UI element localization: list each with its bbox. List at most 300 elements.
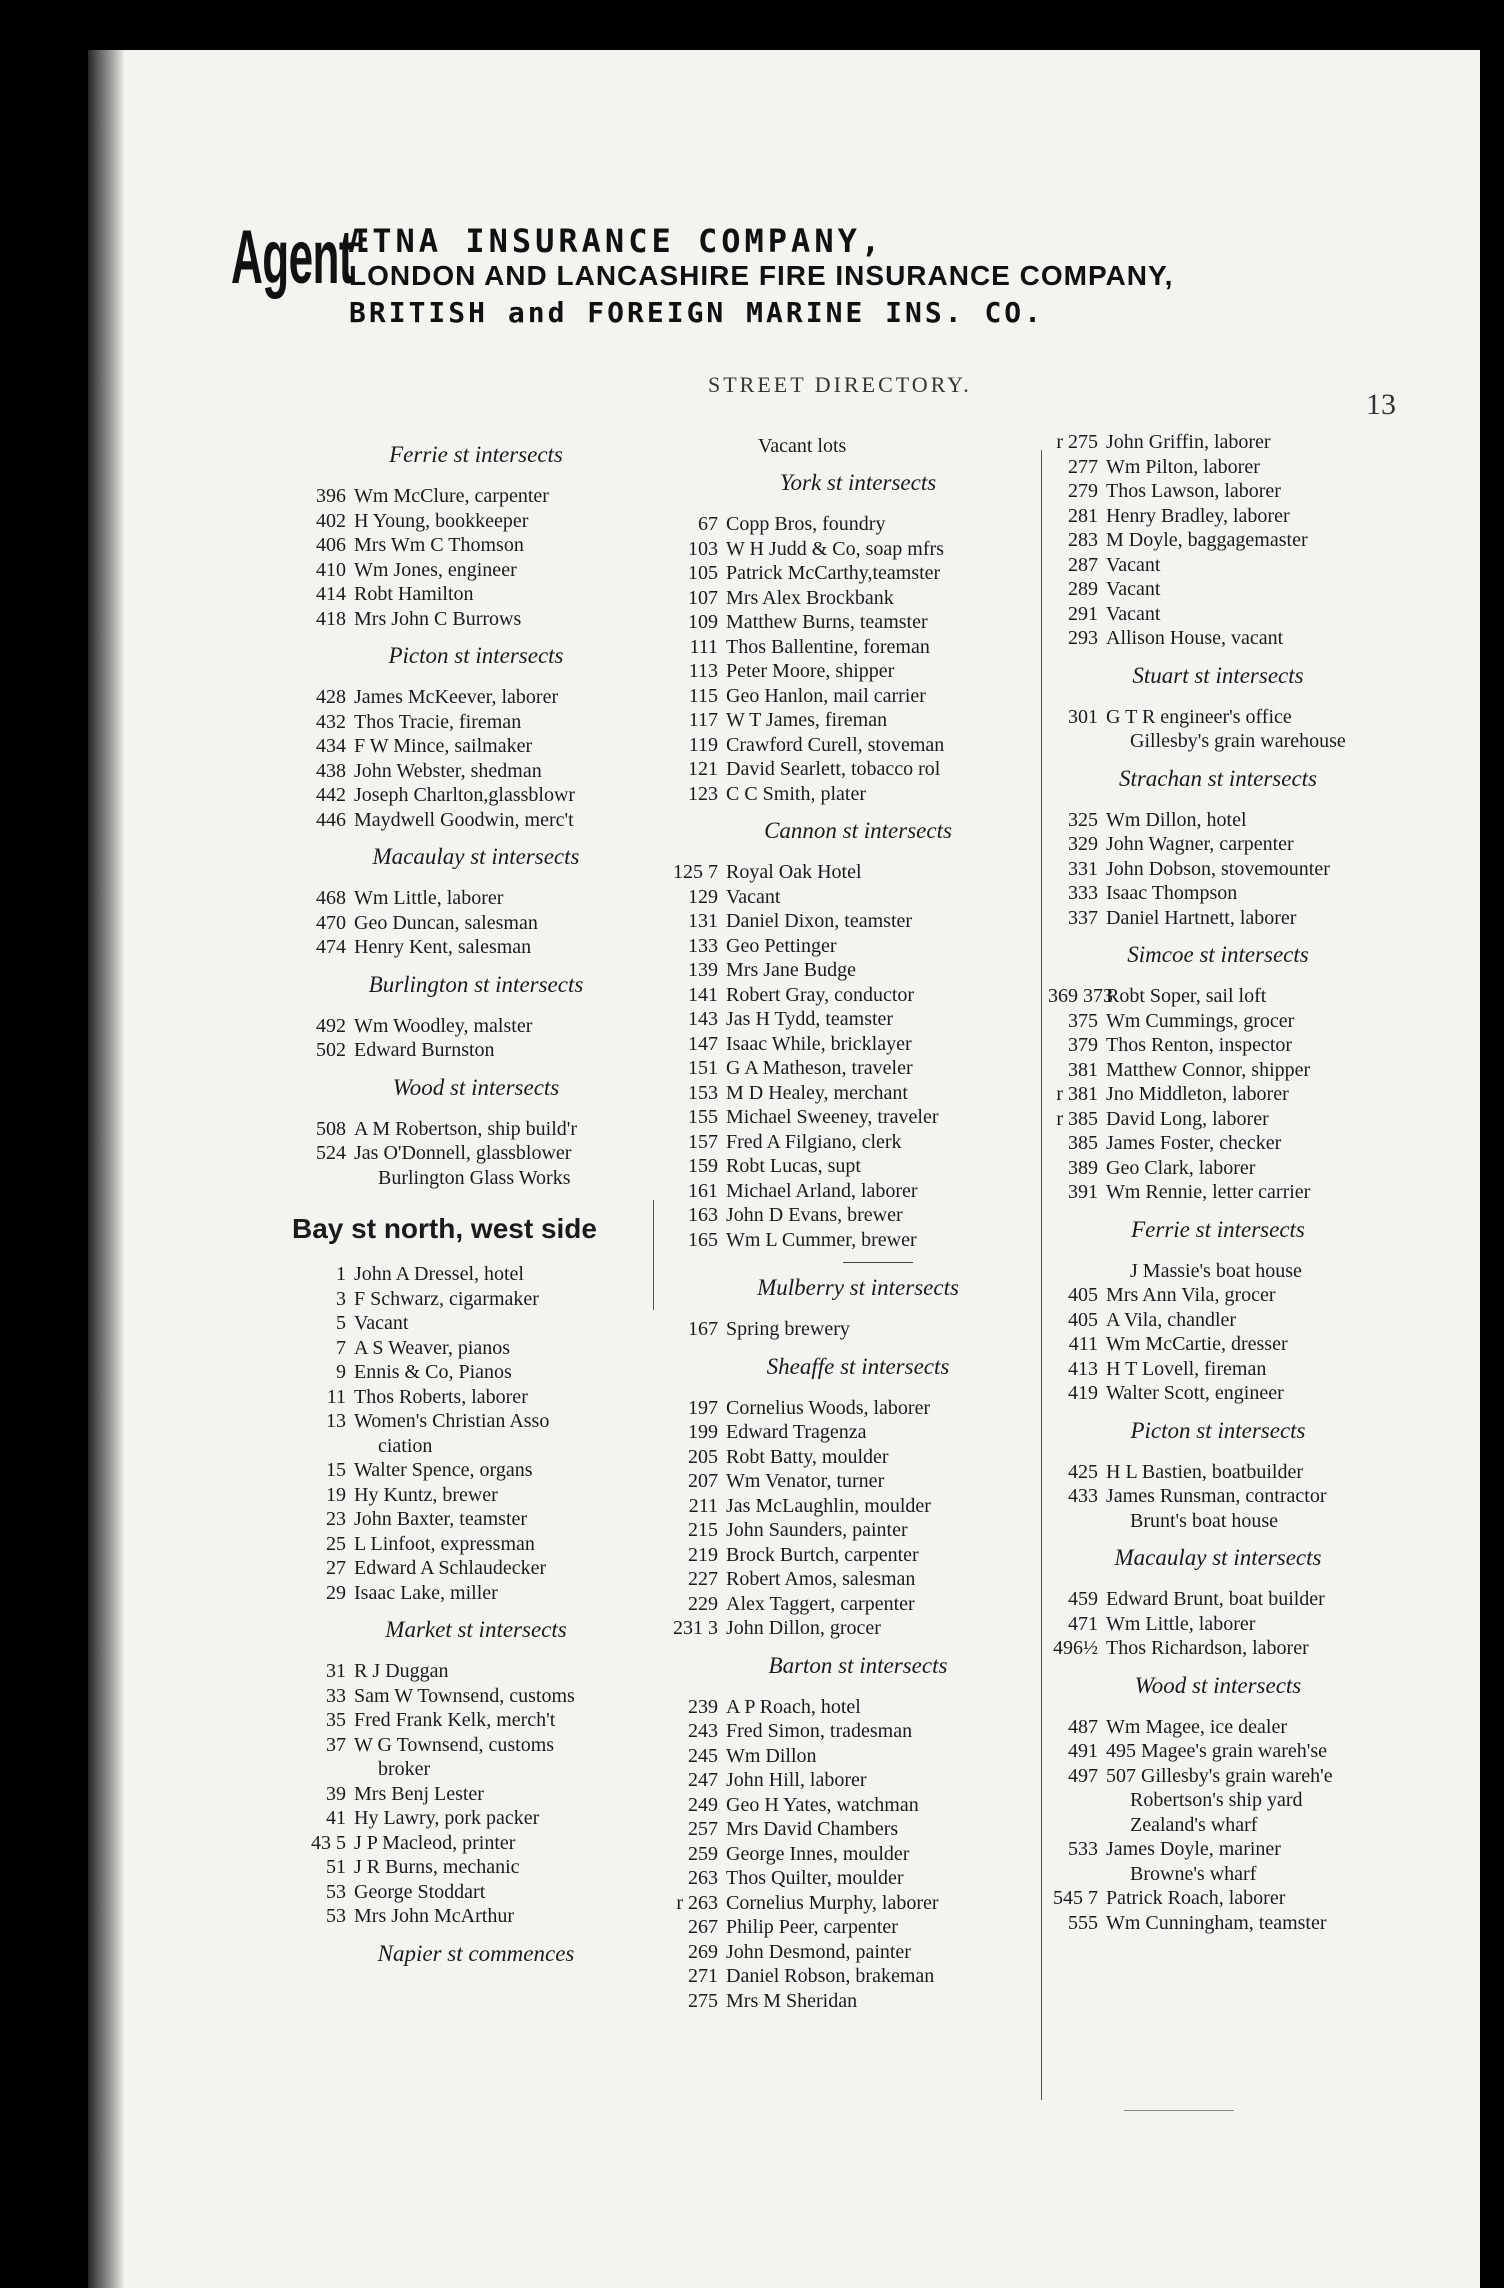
directory-entry [1048, 1739, 1388, 1764]
directory-entry [668, 1866, 1048, 1891]
resident-text: J R Burns, mechanic [354, 1856, 520, 1878]
directory-entry [668, 1396, 1048, 1421]
directory-entry [1048, 553, 1388, 578]
house-number: 147 [688, 1032, 718, 1055]
resident-text: W H Judd & Co, soap mfrs [726, 537, 944, 560]
house-number: 442 [316, 784, 346, 806]
resident-text: Isaac Thompson [1106, 882, 1238, 904]
directory-entry-continuation [296, 1757, 656, 1782]
resident-text: A S Weaver, pianos [354, 1336, 511, 1359]
resident-text: Daniel Hartnett, laborer [1106, 906, 1297, 929]
section-heading: Ferrie st intersects [389, 442, 563, 467]
resident-text: Wm Dillon, hotel [1106, 808, 1247, 831]
house-number: 215 [688, 1519, 718, 1541]
resident-text: Hy Kuntz, brewer [354, 1483, 498, 1506]
directory-entry-continuation [1048, 1862, 1388, 1887]
directory-entry [296, 1287, 656, 1312]
directory-entry [296, 1581, 656, 1606]
resident-text: Philip Peer, carpenter [726, 1916, 898, 1938]
directory-entry [296, 1782, 656, 1807]
house-number: 391 [1068, 1181, 1098, 1203]
resident-text: Isaac Lake, miller [354, 1581, 498, 1604]
resident-text: F W Mince, sailmaker [354, 735, 533, 757]
house-number [296, 1166, 346, 1191]
house-number: 119 [688, 733, 718, 756]
page-number: 13 [1366, 388, 1396, 421]
directory-entry [668, 586, 1048, 611]
house-number: 281 [1068, 504, 1098, 527]
directory-entry [1048, 1587, 1388, 1612]
resident-text: H Young, bookkeeper [354, 509, 529, 532]
section-heading: Barton st intersects [768, 1652, 948, 1678]
directory-entry [1048, 626, 1388, 651]
house-number: 487 [1068, 1715, 1098, 1738]
house-number: 492 [316, 1014, 346, 1037]
directory-entry [668, 1469, 1048, 1494]
directory-entry [668, 1817, 1048, 1842]
house-number: 379 [1068, 1034, 1098, 1056]
directory-entry [1048, 1180, 1388, 1205]
directory-entry [668, 1317, 1048, 1342]
house-number: 53 [326, 1905, 346, 1927]
resident-text: Wm Cummings, grocer [1106, 1009, 1295, 1032]
house-number: 414 [316, 583, 346, 605]
house-number: 105 [688, 562, 718, 584]
section-heading: Picton st intersects [388, 643, 564, 668]
resident-text: Crawford Curell, stoveman [726, 733, 945, 756]
house-number: 43 5 [311, 1831, 346, 1854]
directory-entry [1048, 857, 1388, 882]
house-number: 425 [1068, 1460, 1098, 1483]
resident-text: G A Matheson, traveler [726, 1057, 913, 1079]
directory-entry [668, 1081, 1048, 1106]
resident-text: A P Roach, hotel [726, 1695, 861, 1718]
section-heading: Strachan st intersects [1118, 765, 1318, 791]
house-number: 151 [688, 1057, 718, 1079]
directory-entry [1048, 1009, 1388, 1034]
house-number: 229 [688, 1592, 718, 1615]
resident-text: Matthew Connor, shipper [1106, 1058, 1311, 1081]
resident-text: Jas McLaughlin, moulder [726, 1494, 931, 1517]
house-number [1048, 1813, 1098, 1838]
resident-text: John Desmond, painter [726, 1940, 911, 1963]
resident-text: Mrs John C Burrows [354, 607, 522, 630]
directory-column-1 [292, 430, 656, 1983]
resident-text: Geo Pettinger [726, 934, 837, 957]
house-number: 159 [688, 1155, 718, 1177]
section-note: Vacant lots [758, 435, 847, 457]
directory-entry [1048, 1886, 1388, 1911]
resident-text: Vacant [1106, 578, 1161, 600]
house-number: 35 [326, 1709, 346, 1731]
house-number: 555 [1068, 1911, 1098, 1934]
section-heading: Cannon st intersects [764, 818, 952, 843]
directory-entry [668, 1130, 1048, 1155]
resident-text: David Long, laborer [1106, 1107, 1269, 1130]
directory-page [88, 50, 1480, 2288]
house-number: 283 [1068, 529, 1098, 551]
resident-text: J P Macleod, printer [354, 1831, 516, 1854]
resident-text: John Wagner, carpenter [1106, 833, 1294, 855]
resident-text: Daniel Robson, brakeman [726, 1965, 935, 1987]
resident-text: Wm McClure, carpenter [354, 485, 549, 507]
house-number: 369 373 [1048, 985, 1113, 1007]
house-number: 428 [316, 686, 346, 708]
house-number: 5 [336, 1312, 346, 1334]
directory-entry-continuation [1048, 1259, 1388, 1284]
street-title: Bay st north, west side [292, 1213, 597, 1244]
house-number: 438 [316, 759, 346, 782]
house-number: 267 [688, 1916, 718, 1938]
directory-entry [1048, 504, 1388, 529]
resident-text: John A Dressel, hotel [354, 1263, 524, 1285]
resident-text: Isaac While, bricklayer [726, 1032, 912, 1055]
resident-text: Walter Spence, organs [354, 1459, 533, 1481]
section-heading: Market st intersects [385, 1617, 567, 1642]
directory-entry [668, 708, 1048, 733]
house-number: 125 7 [673, 861, 718, 883]
directory-entry [668, 1567, 1048, 1592]
resident-text: Mrs Alex Brockbank [726, 586, 894, 609]
house-number: 502 [316, 1039, 346, 1061]
directory-entry [296, 1014, 656, 1039]
house-number: 109 [688, 611, 718, 633]
resident-text: Wm McCartie, dresser [1106, 1333, 1288, 1355]
resident-text: Brunt's boat house [1130, 1509, 1279, 1532]
house-number: 291 [1068, 602, 1098, 625]
directory-entry [1048, 1636, 1388, 1661]
house-number: 259 [688, 1842, 718, 1865]
resident-text: Browne's wharf [1130, 1862, 1257, 1885]
resident-text: Ennis & Co, Pianos [354, 1361, 512, 1383]
house-number: r 263 [676, 1891, 718, 1914]
directory-entry [296, 533, 656, 558]
resident-text: Michael Arland, laborer [726, 1179, 918, 1202]
directory-entry [1048, 1837, 1388, 1862]
directory-entry [668, 1032, 1048, 1057]
house-number: 247 [688, 1769, 718, 1791]
directory-entry [1048, 1381, 1388, 1406]
section-heading: Macaulay st intersects [372, 844, 580, 869]
resident-text: Jas O'Donnell, glassblower [354, 1142, 572, 1164]
directory-entry [296, 710, 656, 735]
directory-entry [668, 635, 1048, 660]
agent-label: Agent [231, 215, 353, 300]
directory-entry [668, 537, 1048, 562]
directory-entry [668, 1518, 1048, 1543]
resident-text: Edward Tragenza [726, 1421, 867, 1443]
resident-text: C C Smith, plater [726, 782, 866, 805]
house-number [1048, 1788, 1098, 1813]
resident-text: Thos Richardson, laborer [1106, 1637, 1309, 1659]
resident-text: James Foster, checker [1106, 1132, 1282, 1154]
house-number: 227 [688, 1568, 718, 1590]
directory-entry [296, 1659, 656, 1684]
section-heading: Mulberry st intersects [757, 1275, 959, 1300]
directory-entry [296, 734, 656, 759]
resident-text: M D Healey, merchant [726, 1081, 908, 1104]
directory-entry [668, 610, 1048, 635]
house-number: 508 [316, 1117, 346, 1140]
house-number: 219 [688, 1543, 718, 1566]
directory-entry [668, 1494, 1048, 1519]
resident-text: John Griffin, laborer [1106, 431, 1271, 453]
resident-text: R J Duggan [354, 1660, 449, 1682]
directory-entry [296, 1708, 656, 1733]
resident-text: Thos Lawson, laborer [1106, 480, 1281, 502]
directory-entry [668, 561, 1048, 586]
directory-entry [1048, 602, 1388, 627]
insurance-advert-header [231, 208, 1381, 358]
house-number: 375 [1068, 1009, 1098, 1032]
resident-text: Wm L Cummer, brewer [726, 1228, 917, 1251]
directory-entry-continuation [296, 1166, 656, 1191]
resident-text: broker [378, 1758, 431, 1780]
directory-entry [296, 759, 656, 784]
directory-entry [296, 509, 656, 534]
resident-text: John Saunders, painter [726, 1519, 908, 1541]
house-number: 301 [1068, 705, 1098, 728]
house-number [1048, 1862, 1098, 1887]
directory-entry [296, 1733, 656, 1758]
section-heading: Macaulay st intersects [1114, 1545, 1322, 1570]
section-heading: Picton st intersects [1130, 1417, 1306, 1443]
resident-text: Thos Quilter, moulder [726, 1867, 904, 1889]
house-number: 41 [326, 1807, 346, 1829]
house-number: 205 [688, 1445, 718, 1468]
house-number: 155 [688, 1106, 718, 1128]
house-number: 31 [326, 1660, 346, 1682]
resident-text: Robt Hamilton [354, 583, 474, 605]
resident-text: George Innes, moulder [726, 1842, 910, 1865]
house-number: 333 [1068, 882, 1098, 904]
directory-entry [668, 1179, 1048, 1204]
directory-entry [296, 1684, 656, 1709]
house-number: 389 [1068, 1156, 1098, 1179]
house-number: 25 [326, 1532, 346, 1555]
directory-entry [296, 1336, 656, 1361]
house-number [296, 1757, 346, 1782]
directory-entry [668, 659, 1048, 684]
resident-text: Sam W Townsend, customs [354, 1684, 575, 1707]
column-divider [653, 1200, 654, 1310]
directory-entry [1048, 1156, 1388, 1181]
column-divider [1041, 450, 1042, 2100]
house-number: 269 [688, 1940, 718, 1963]
resident-text: Wm Jones, engineer [354, 558, 517, 581]
directory-entry [668, 1719, 1048, 1744]
directory-entry [668, 1695, 1048, 1720]
resident-text: Matthew Burns, teamster [726, 611, 928, 633]
house-number: 337 [1068, 906, 1098, 929]
resident-text: Wm Dillon [726, 1744, 817, 1767]
directory-entry [668, 909, 1048, 934]
resident-text: Edward Burnston [354, 1039, 495, 1061]
directory-entry [668, 934, 1048, 959]
resident-text: Mrs John McArthur [354, 1905, 514, 1927]
house-number: 133 [688, 934, 718, 957]
directory-entry [296, 783, 656, 808]
directory-entry [296, 1806, 656, 1831]
resident-text: Geo Clark, laborer [1106, 1156, 1256, 1179]
directory-entry [668, 684, 1048, 709]
house-number: 163 [688, 1204, 718, 1226]
directory-entry-continuation [1048, 1509, 1388, 1534]
resident-text: Mrs Wm C Thomson [354, 534, 524, 556]
directory-entry [296, 1360, 656, 1385]
house-number: 402 [316, 509, 346, 532]
house-number: 139 [688, 959, 718, 981]
house-number: r 385 [1056, 1107, 1098, 1130]
house-number: 243 [688, 1720, 718, 1742]
house-number: 129 [688, 885, 718, 908]
house-number: 418 [316, 607, 346, 630]
house-number: 419 [1068, 1382, 1098, 1404]
house-number: 468 [316, 887, 346, 909]
house-number: 29 [326, 1581, 346, 1604]
resident-text: Daniel Dixon, teamster [726, 910, 913, 932]
directory-entry [1048, 1715, 1388, 1740]
house-number: 405 [1068, 1308, 1098, 1331]
resident-text: A Vila, chandler [1106, 1308, 1237, 1331]
resident-text: Zealand's wharf [1130, 1813, 1258, 1836]
house-number: 545 7 [1053, 1887, 1098, 1909]
directory-entry [668, 860, 1048, 885]
directory-entry [1048, 1033, 1388, 1058]
house-number: 459 [1068, 1588, 1098, 1610]
resident-text: James Runsman, contractor [1106, 1485, 1327, 1507]
resident-text: Fred A Filgiano, clerk [726, 1130, 902, 1153]
directory-entry [668, 958, 1048, 983]
directory-entry [1048, 1764, 1388, 1789]
directory-entry [1048, 1131, 1388, 1156]
house-number: 410 [316, 558, 346, 581]
resident-text: H L Bastien, boatbuilder [1106, 1460, 1303, 1483]
resident-text: M Doyle, baggagemaster [1106, 529, 1308, 551]
running-head: STREET DIRECTORY. [708, 372, 972, 397]
directory-entry [1048, 832, 1388, 857]
directory-entry [668, 1445, 1048, 1470]
resident-text: Robt Batty, moulder [726, 1445, 889, 1468]
directory-entry [668, 1964, 1048, 1989]
section-heading: Wood st intersects [1134, 1672, 1302, 1698]
house-number: 165 [688, 1228, 718, 1251]
resident-text: Gillesby's grain warehouse [1130, 730, 1346, 752]
directory-entry [296, 1880, 656, 1905]
resident-text: Royal Oak Hotel [726, 861, 862, 883]
house-number: 381 [1068, 1058, 1098, 1081]
directory-entry [668, 1891, 1048, 1916]
house-number: 53 [326, 1880, 346, 1903]
house-number: 167 [688, 1318, 718, 1340]
directory-entry [668, 1989, 1048, 2014]
house-number: 263 [688, 1867, 718, 1889]
directory-entry [668, 1105, 1048, 1130]
house-number: 123 [688, 782, 718, 805]
house-number [1048, 1259, 1098, 1284]
directory-entry [668, 1154, 1048, 1179]
directory-entry [296, 1117, 656, 1142]
resident-text: Cornelius Woods, laborer [726, 1396, 931, 1419]
house-number: 491 [1068, 1740, 1098, 1762]
directory-entry [296, 1507, 656, 1532]
house-number: 249 [688, 1793, 718, 1816]
house-number: 331 [1068, 857, 1098, 880]
resident-text: Alex Taggert, carpenter [726, 1592, 915, 1615]
directory-entry [1048, 906, 1388, 931]
directory-entry [668, 1543, 1048, 1568]
directory-entry [1048, 984, 1388, 1009]
directory-entry [668, 1768, 1048, 1793]
section-heading: Simcoe st intersects [1127, 942, 1309, 967]
directory-entry [1048, 1484, 1388, 1509]
house-number: r 381 [1056, 1083, 1098, 1105]
resident-text: John Webster, shedman [354, 759, 542, 782]
house-number: 117 [688, 709, 718, 731]
directory-entry [668, 733, 1048, 758]
house-number [296, 1434, 346, 1459]
resident-text: Geo H Yates, watchman [726, 1793, 919, 1816]
directory-entry [1048, 577, 1388, 602]
resident-text: James McKeever, laborer [354, 686, 559, 708]
resident-text: Thos Tracie, fireman [354, 710, 522, 733]
resident-text: Vacant [354, 1312, 409, 1334]
house-number: 275 [688, 1989, 718, 2012]
house-number: 446 [316, 808, 346, 831]
house-number: 405 [1068, 1284, 1098, 1306]
resident-text: Walter Scott, engineer [1106, 1382, 1284, 1404]
resident-text: Mrs Jane Budge [726, 959, 856, 981]
resident-text: G T R engineer's office [1106, 705, 1292, 728]
directory-entry [668, 1592, 1048, 1617]
section-heading: Wood st intersects [392, 1074, 560, 1100]
house-number: 432 [316, 710, 346, 733]
directory-entry [1048, 1612, 1388, 1637]
directory-entry [296, 1311, 656, 1336]
house-number: 197 [688, 1396, 718, 1419]
resident-text: John Baxter, teamster [354, 1508, 528, 1530]
directory-entry [668, 1915, 1048, 1940]
directory-entry-continuation [1048, 1813, 1388, 1838]
directory-entry [296, 1831, 656, 1856]
directory-entry [668, 1228, 1048, 1253]
directory-entry [296, 1038, 656, 1063]
house-number: 143 [688, 1008, 718, 1030]
resident-text: Edward Brunt, boat builder [1106, 1588, 1325, 1610]
house-number: 325 [1068, 808, 1098, 831]
house-number: 470 [316, 911, 346, 934]
directory-entry [296, 1483, 656, 1508]
house-number: 113 [688, 660, 718, 682]
house-number: 7 [336, 1336, 346, 1359]
house-number: 211 [688, 1494, 718, 1517]
directory-column-2 [668, 430, 1048, 2013]
resident-text: John D Evans, brewer [726, 1204, 903, 1226]
resident-text: Burlington Glass Works [378, 1166, 571, 1189]
house-number: 329 [1068, 833, 1098, 855]
house-number: 39 [326, 1782, 346, 1805]
resident-text: Edward A Schlaudecker [354, 1557, 547, 1579]
house-number: 141 [688, 983, 718, 1006]
directory-entry [296, 1385, 656, 1410]
resident-text: Wm Rennie, letter carrier [1106, 1181, 1311, 1203]
resident-text: Mrs M Sheridan [726, 1989, 858, 2012]
section-heading: Stuart st intersects [1132, 662, 1304, 688]
house-number: 406 [316, 534, 346, 556]
directory-entry [296, 935, 656, 960]
directory-entry [668, 885, 1048, 910]
house-number: 103 [688, 537, 718, 560]
